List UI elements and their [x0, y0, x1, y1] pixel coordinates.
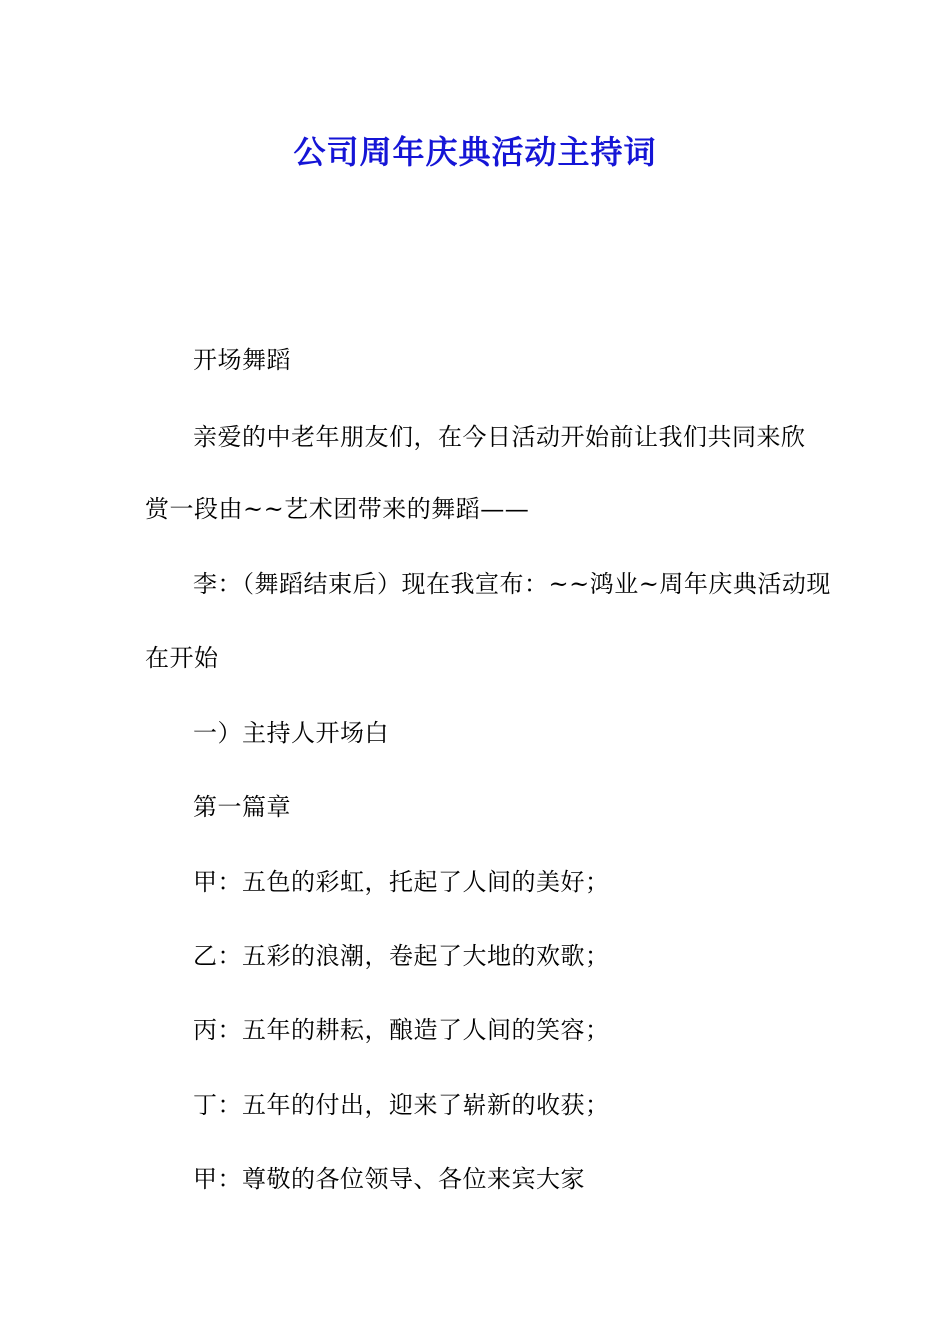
- paragraph-line: 在开始: [145, 644, 219, 672]
- paragraph-line: 李：（舞蹈结束后）现在我宣布：~~鸿业~周年庆典活动现: [193, 570, 831, 598]
- paragraph-opening-dance: 开场舞蹈: [193, 346, 291, 374]
- dialogue-line: 丙：五年的耕耘，酿造了人间的笑容；: [193, 1016, 610, 1044]
- dialogue-line: 甲：尊敬的各位领导、各位来宾大家: [193, 1165, 585, 1193]
- chapter-heading: 第一篇章: [193, 793, 291, 821]
- dialogue-line: 丁：五年的付出，迎来了崭新的收获；: [193, 1091, 610, 1119]
- document-title: 公司周年庆典活动主持词: [293, 133, 657, 171]
- dialogue-line: 乙：五彩的浪潮，卷起了大地的欢歌；: [193, 942, 610, 970]
- paragraph-line: 亲爱的中老年朋友们，在今日活动开始前让我们共同来欣: [193, 423, 806, 451]
- paragraph-line: 赏一段由~~艺术团带来的舞蹈——: [145, 495, 530, 523]
- section-heading: 一）主持人开场白: [193, 719, 389, 747]
- dialogue-line: 甲：五色的彩虹，托起了人间的美好；: [193, 868, 610, 896]
